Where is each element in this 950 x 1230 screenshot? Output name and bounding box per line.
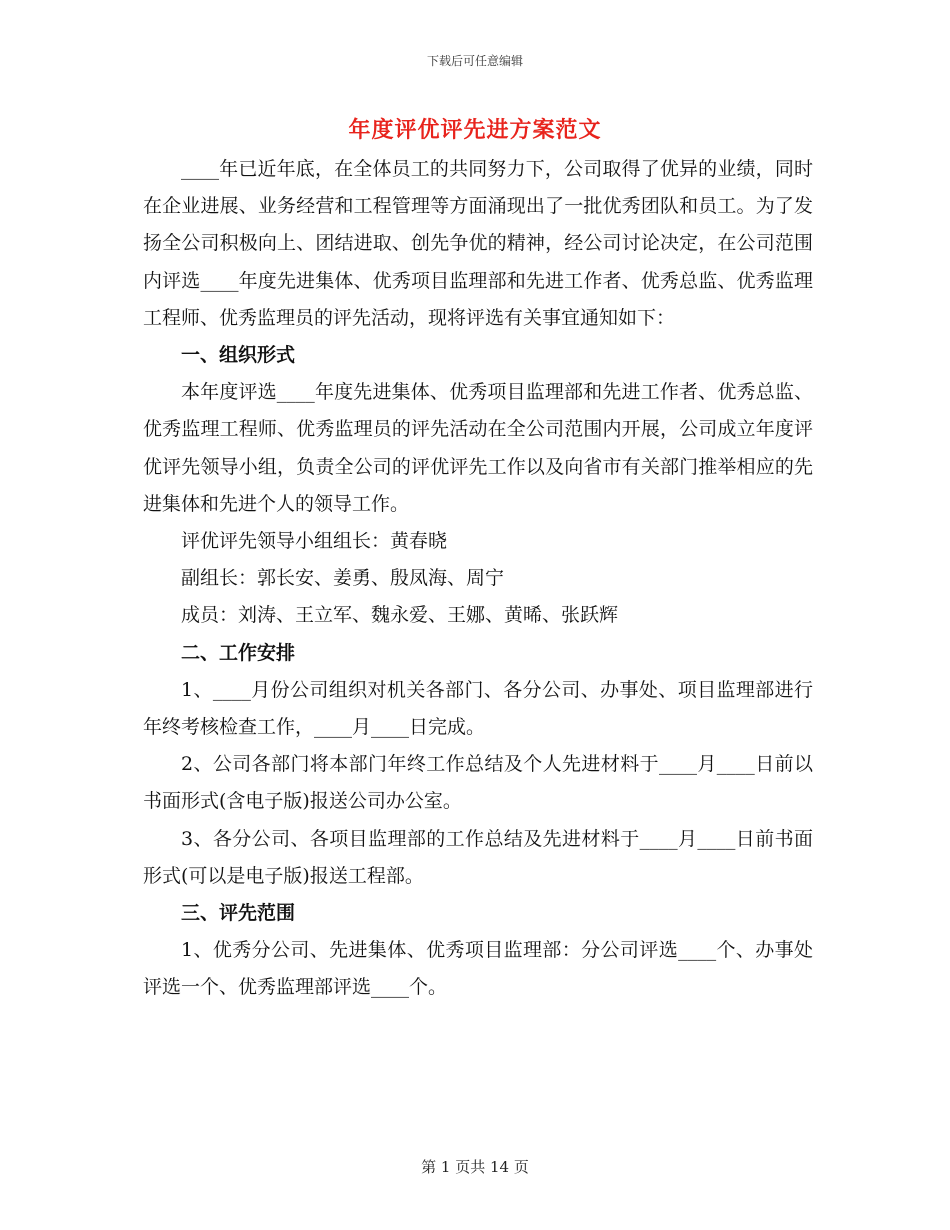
- deputy-leader-line: 副组长：郭长安、姜勇、殷凤海、周宁: [181, 567, 505, 590]
- schedule-item-3: 3、各分公司、各项目监理部的工作总结及先进材料于____月____日前书面形式(可以是电子版)报送工程部。: [143, 827, 813, 887]
- page-header-note: 下载后可任意编辑: [426, 54, 523, 68]
- leader-line: 评优评先领导小组组长：黄春晓: [181, 530, 448, 553]
- page-number: 第 1 页共 14 页: [421, 1158, 529, 1176]
- section-heading-scope: 三、评先范围: [181, 902, 296, 925]
- document-title: 年度评优评先进方案范文: [348, 117, 602, 143]
- scope-item-1: 1、优秀分公司、先进集体、优秀项目监理部：分公司评选____个、办事处评选一个、优秀监理部评选____个。: [143, 939, 813, 999]
- document-body: [143, 151, 813, 1007]
- members-line: 成员：刘涛、王立军、魏永爱、王娜、黄晞、张跃辉: [181, 604, 619, 627]
- schedule-item-1: 1、____月份公司组织对机关各部门、各分公司、办事处、项目监理部进行年终考核检查工作，____月____日完成。: [143, 678, 813, 739]
- organization-paragraph: 本年度评选____年度先进集体、优秀项目监理部和先进工作者、优秀总监、优秀监理工程师、优秀监理员的评先活动在全公司范围内开展，公司成立年度评优评先领导小组，负责全公司的评优评先工作以及向省市有关部门推举相应的先进集体和先进个人的领导工作。: [143, 381, 813, 515]
- intro-paragraph: ____年已近年底，在全体员工的共同努力下，公司取得了优异的业绩，同时在企业进展、业务经营和工程管理等方面涌现出了一批优秀团队和员工。为了发扬全公司积极向上、团结进取、创先争优的精神，经公司讨论决定，在公司范围内评选____年度先进集体、优秀项目监理部和先进工作者、优秀总监、优秀监理工程师、优秀监理员的评先活动，现将评选有关事宜通知如下：: [143, 158, 813, 329]
- section-heading-organization: 一、组织形式: [181, 344, 296, 367]
- schedule-item-2: 2、公司各部门将本部门年终工作总结及个人先进材料于____月____日前以书面形式(含电子版)报送公司办公室。: [143, 753, 813, 813]
- section-heading-schedule: 二、工作安排: [181, 641, 296, 664]
